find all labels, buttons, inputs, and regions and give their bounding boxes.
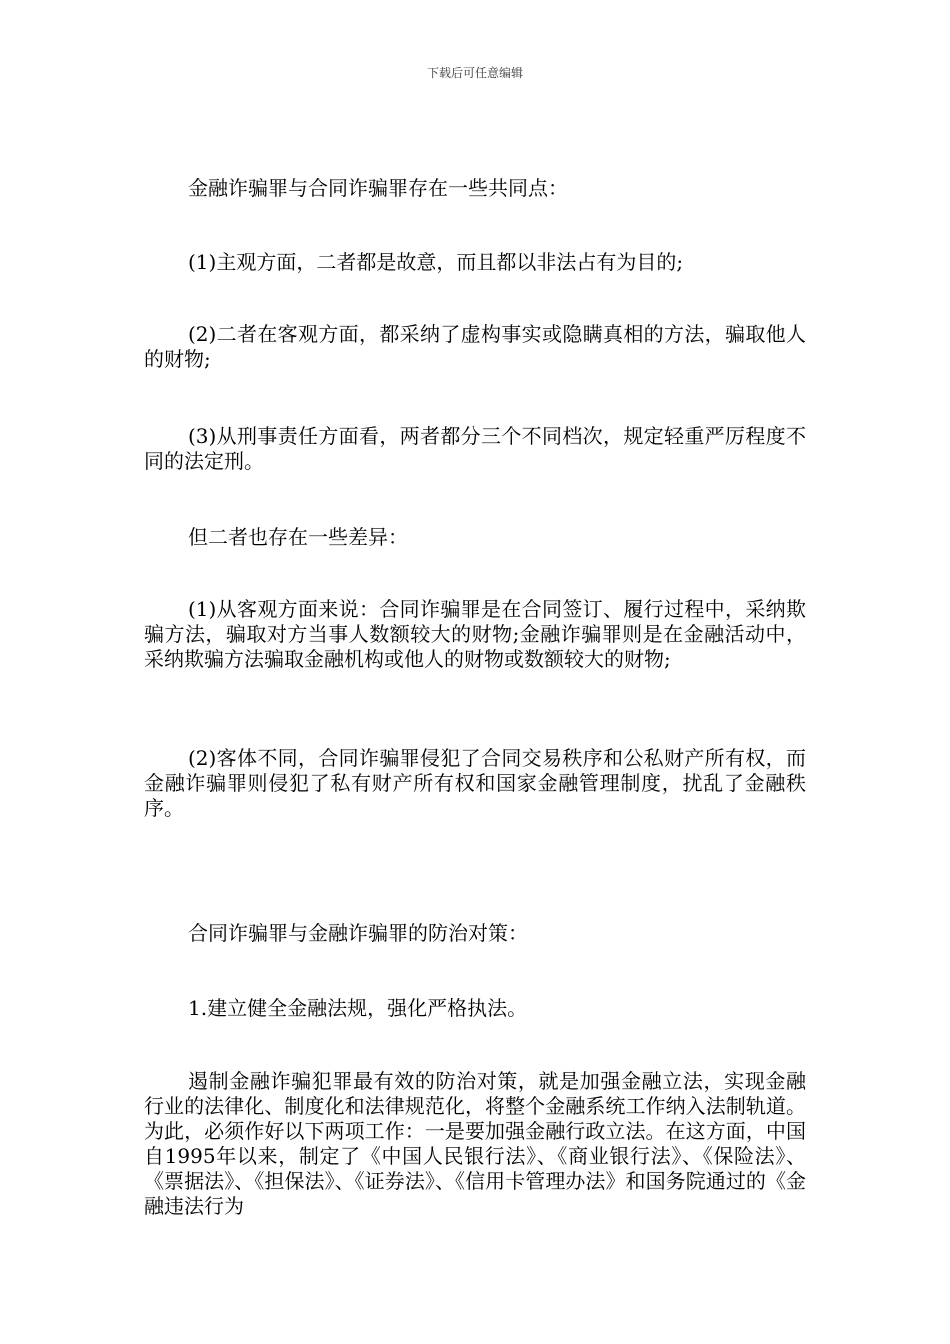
paragraph-countermeasure-1-title: 1.建立健全金融法规，强化严格执法。 <box>188 996 528 1020</box>
page-header-note: 下载后可任意编辑 <box>426 66 523 80</box>
paragraph-countermeasure-1-body: 遏制金融诈骗犯罪最有效的防治对策，就是加强金融立法，实现金融行业的法律化、制度化和法律规范化，将整个金融系统工作纳入法制轨道。为此，必须作好以下两项工作：一是要加强金融行政立法。在这方面，中国自1995年以来，制定了《中国人民银行法》、《商业银行法》、《保险法》、《票据法》、《担保法》、《证券法》、《信用卡管理办法》和国务院通过的《金融违法行为 <box>144 1069 806 1218</box>
paragraph-similarity-3: (3)从刑事责任方面看，两者都分三个不同档次，规定轻重严厉程度不同的法定刑。 <box>144 424 806 473</box>
paragraph-countermeasures-heading: 合同诈骗罪与金融诈骗罪的防治对策： <box>188 921 528 945</box>
paragraph-difference-1: (1)从客观方面来说：合同诈骗罪是在合同签订、履行过程中，采纳欺骗方法，骗取对方当事人数额较大的财物;金融诈骗罪则是在金融活动中，采纳欺骗方法骗取金融机构或他人的财物或数额较大的财物; <box>144 597 806 671</box>
paragraph-differences-intro: 但二者也存在一些差异： <box>188 525 408 549</box>
paragraph-difference-2: (2)客体不同，合同诈骗罪侵犯了合同交易秩序和公私财产所有权，而金融诈骗罪则侵犯了私有财产所有权和国家金融管理制度，扰乱了金融秩序。 <box>144 746 806 820</box>
paragraph-similarity-2: (2)二者在客观方面，都采纳了虚构事实或隐瞒真相的方法，骗取他人的财物; <box>144 322 806 371</box>
paragraph-similarities-intro: 金融诈骗罪与合同诈骗罪存在一些共同点： <box>188 176 568 200</box>
paragraph-similarity-1: (1)主观方面，二者都是故意，而且都以非法占有为目的; <box>188 250 684 274</box>
